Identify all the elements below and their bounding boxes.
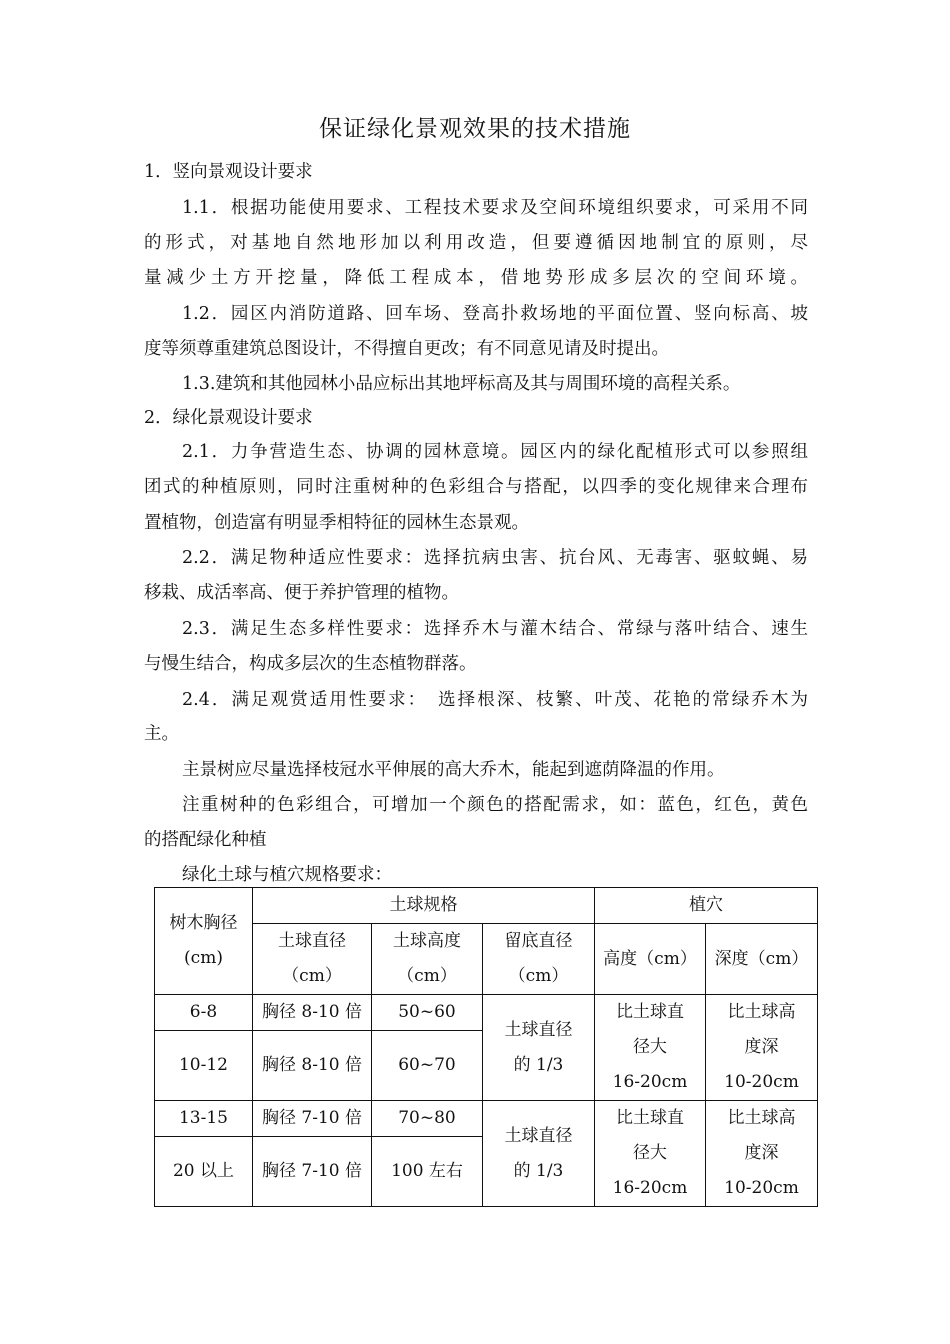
cell-text: 比土球高	[727, 1002, 796, 1022]
paragraph-line: 移栽、成活率高、便于养护管理的植物。	[144, 583, 459, 603]
header-unit: （cm）	[508, 966, 569, 986]
cell-text: 的 1/3	[513, 1054, 564, 1075]
header-text: 留底直径	[504, 931, 573, 951]
cell-height: 100 左右	[372, 1137, 483, 1207]
paragraph-line: 注重树种的色彩组合，可增加一个颜色的搭配需求，如：蓝色，红色，黄色	[182, 795, 808, 815]
cell-pit-height	[595, 995, 706, 1101]
cell-text: 比土球直	[616, 1002, 684, 1022]
cell-height: 50~60	[372, 995, 483, 1031]
paragraph-line: 1.2．园区内消防道路、回车场、登高扑救场地的平面位置、竖向标高、坡	[182, 304, 808, 324]
cell-text: 10-20cm	[724, 1178, 799, 1198]
cell-base-diameter	[483, 995, 595, 1101]
cell-tree: 20 以上	[155, 1137, 253, 1207]
cell-text: 径大	[633, 1037, 667, 1057]
cell-text: 16-20cm	[612, 1072, 688, 1092]
section-heading: 2．绿化景观设计要求	[144, 408, 313, 428]
cell-text: 10-20cm	[724, 1072, 799, 1092]
table-header-row	[155, 888, 818, 924]
cell-tree: 10-12	[155, 1031, 253, 1101]
section-heading: 1．竖向景观设计要求	[144, 162, 313, 182]
paragraph-line: 主景树应尽量选择枝冠水平伸展的高大乔木，能起到遮荫降温的作用。	[182, 760, 725, 780]
paragraph-line: 2.3．满足生态多样性要求：选择乔木与灌木结合、常绿与落叶结合、速生	[182, 619, 808, 639]
paragraph-line: 的搭配绿化种植	[144, 830, 267, 850]
header-planting-pit: 植穴	[595, 888, 818, 924]
header-unit: （cm）	[282, 966, 342, 986]
header-pit-depth: 深度（cm）	[706, 924, 818, 995]
cell-diameter: 胸径 7-10 倍	[253, 1137, 372, 1207]
cell-text: 比土球高	[727, 1108, 796, 1128]
paragraph-line: 置植物，创造富有明显季相特征的园林生态景观。	[144, 513, 529, 533]
table-row	[155, 995, 818, 1031]
paragraph-line: 度等须尊重建筑总图设计，不得擅自更改；有不同意见请及时提出。	[144, 339, 669, 359]
cell-pit-depth	[706, 995, 818, 1101]
header-text: 树木胸径	[169, 913, 238, 933]
table-row	[155, 1101, 818, 1137]
cell-height: 60~70	[372, 1031, 483, 1101]
cell-text: 度深	[744, 1037, 779, 1057]
cell-text: 土球直径	[504, 1019, 573, 1040]
cell-text: 径大	[633, 1143, 667, 1163]
page-title: 保证绿化景观效果的技术措施	[319, 116, 631, 142]
paragraph-line: 的形式，对基地自然地形加以利用改造，但要遵循因地制宜的原则，尽	[144, 233, 808, 253]
table-subheader-row	[155, 924, 818, 995]
header-ball-diameter	[253, 924, 372, 995]
header-unit: (cm)	[184, 948, 223, 968]
cell-tree: 13-15	[155, 1101, 253, 1137]
paragraph-line: 2.1．力争营造生态、协调的园林意境。园区内的绿化配植形式可以参照组	[182, 442, 808, 462]
header-pit-height: 高度（cm）	[595, 924, 706, 995]
paragraph-line: 主。	[144, 724, 179, 744]
cell-diameter: 胸径 8-10 倍	[253, 995, 372, 1031]
paragraph-line: 团式的种植原则，同时注重树种的色彩组合与搭配，以四季的变化规律来合理布	[144, 477, 808, 497]
header-unit: （cm）	[397, 966, 457, 986]
header-soil-ball: 土球规格	[253, 888, 595, 924]
header-text: 土球直径	[278, 931, 346, 951]
cell-diameter: 胸径 8-10 倍	[253, 1031, 372, 1101]
cell-pit-depth	[706, 1101, 818, 1207]
cell-pit-height	[595, 1101, 706, 1207]
cell-base-diameter	[483, 1101, 595, 1207]
paragraph-line: 1.3.建筑和其他园林小品应标出其地坪标高及其与周围环境的高程关系。	[182, 374, 741, 394]
cell-diameter: 胸径 7-10 倍	[253, 1101, 372, 1137]
cell-text: 度深	[744, 1143, 779, 1163]
table-caption: 绿化土球与植穴规格要求：	[182, 865, 392, 885]
cell-text: 16-20cm	[612, 1178, 688, 1198]
paragraph-line: 2.4．满足观赏适用性要求： 选择根深、枝繁、叶茂、花艳的常绿乔木为	[182, 690, 808, 710]
paragraph-line: 量减少土方开挖量，降低工程成本，借地势形成多层次的空间环境。	[144, 268, 808, 288]
header-tree-diameter	[155, 888, 253, 995]
spec-table	[154, 887, 818, 1207]
header-ball-height	[372, 924, 483, 995]
paragraph-line: 1.1．根据功能使用要求、工程技术要求及空间环境组织要求，可采用不同	[182, 198, 808, 218]
cell-height: 70~80	[372, 1101, 483, 1137]
cell-text: 比土球直	[616, 1108, 684, 1128]
header-text: 土球高度	[393, 931, 461, 951]
paragraph-line: 与慢生结合，构成多层次的生态植物群落。	[144, 654, 477, 674]
paragraph-line: 2.2．满足物种适应性要求：选择抗病虫害、抗台风、无毒害、驱蚊蝇、易	[182, 548, 808, 568]
header-base-diameter	[483, 924, 595, 995]
cell-text: 的 1/3	[513, 1160, 564, 1181]
cell-text: 土球直径	[504, 1125, 573, 1146]
cell-tree: 6-8	[155, 995, 253, 1031]
